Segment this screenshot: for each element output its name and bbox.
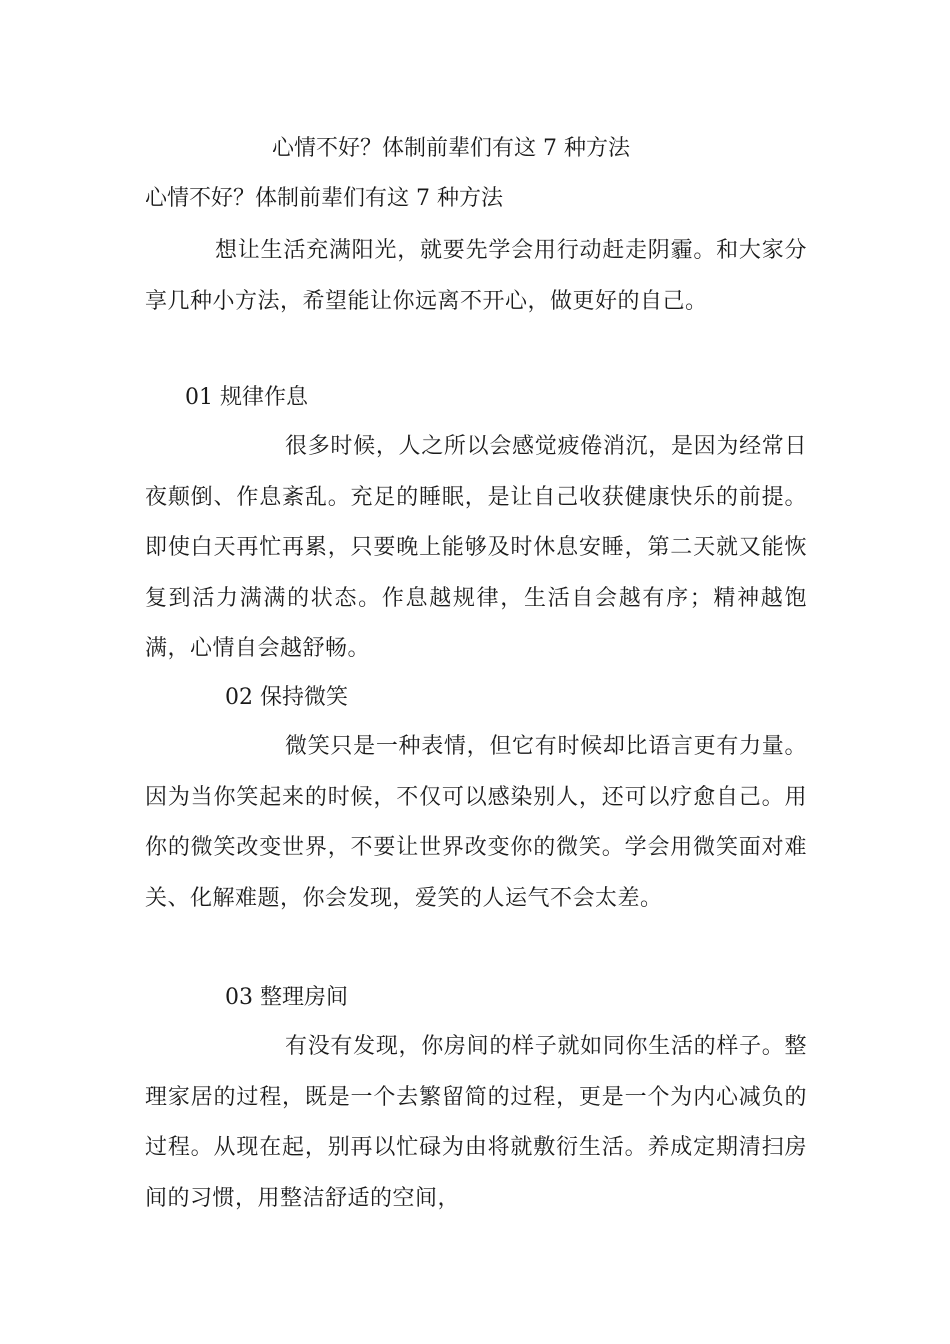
section-heading-2: 02 保持微笑 [225, 685, 348, 710]
document-subtitle: 心情不好？体制前辈们有这 7 种方法 [145, 186, 503, 211]
section-heading-3: 03 整理房间 [225, 985, 348, 1010]
section-body-3: 有没有发现，你房间的样子就如同你生活的样子。整理家居的过程，既是一个去繁留简的过程，更是一个为内心减负的过程。从现在起，别再以忙碌为由将就敷衍生活。养成定期清扫房间的习惯，用整洁舒适的空间， [145, 1034, 807, 1211]
document-title: 心情不好？体制前辈们有这 7 种方法 [272, 136, 630, 161]
intro-paragraph: 想让生活充满阳光，就要先学会用行动赶走阴霾。和大家分享几种小方法，希望能让你远离不开心，做更好的自己。 [145, 238, 807, 314]
section-body-2: 微笑只是一种表情，但它有时候却比语言更有力量。因为当你笑起来的时候，不仅可以感染别人，还可以疗愈自己。用你的微笑改变世界，不要让世界改变你的微笑。学会用微笑面对难关、化解难题，你会发现，爱笑的人运气不会太差。 [145, 734, 807, 911]
section-heading-1: 01 规律作息 [185, 385, 308, 410]
section-body-1: 很多时候，人之所以会感觉疲倦消沉，是因为经常日夜颠倒、作息紊乱。充足的睡眠，是让自己收获健康快乐的前提。即使白天再忙再累，只要晚上能够及时休息安睡，第二天就又能恢复到活力满满的状态。作息越规律，生活自会越有序；精神越饱满，心情自会越舒畅。 [145, 434, 807, 661]
